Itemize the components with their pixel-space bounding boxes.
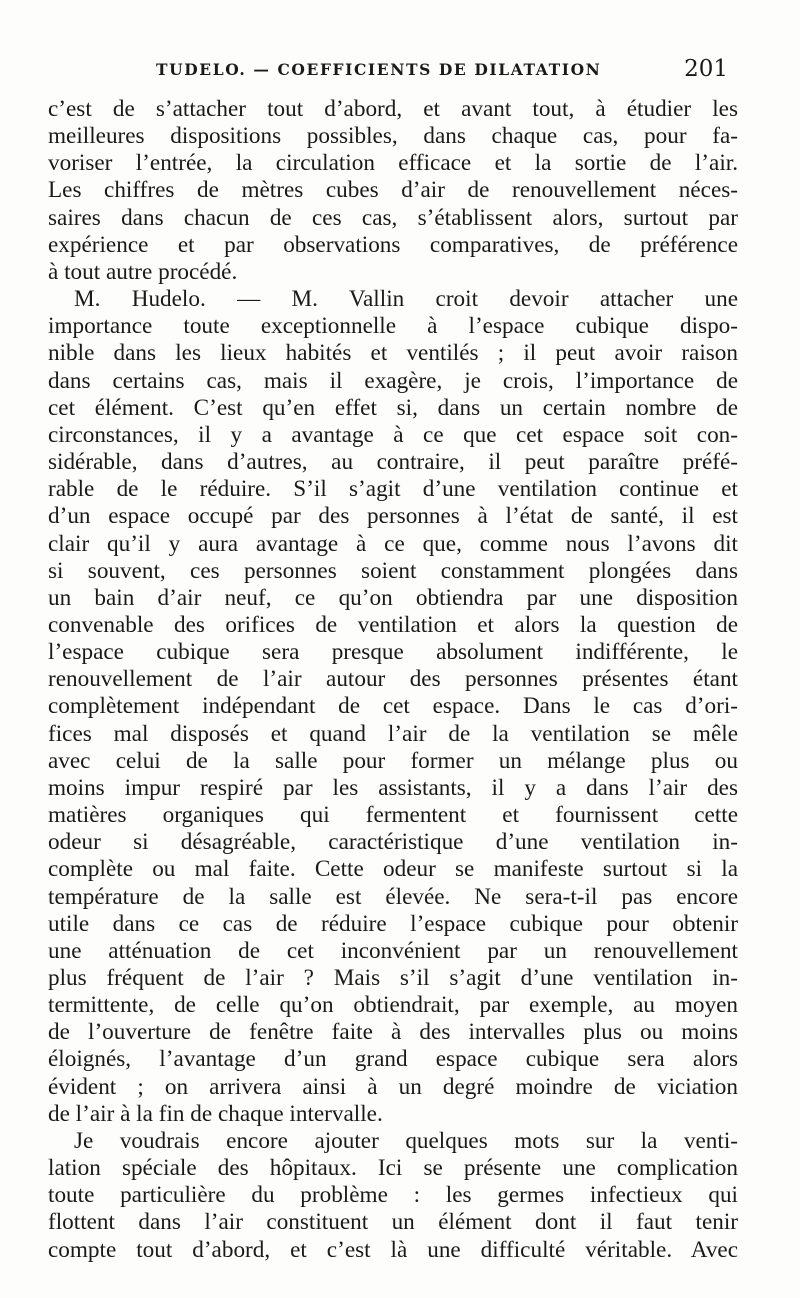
text-line: complète ou mal faite. Cette odeur se manifeste surtout si la: [48, 856, 738, 883]
text-line: Les chiffres de mètres cubes d’air de renouvellement néces-: [48, 177, 738, 204]
text-line: cet élément. C’est qu’en effet si, dans un certain nombre de: [48, 394, 738, 421]
text-line: fices mal disposés et quand l’air de la ventilation se mêle: [48, 720, 738, 747]
text-line: compte tout d’abord, et c’est là une difficulté véritable. Avec: [48, 1236, 738, 1263]
text-line: de l’air à la fin de chaque intervalle.: [48, 1100, 383, 1127]
text-line: clair qu’il y aura avantage à ce que, comme nous l’avons dit: [48, 530, 738, 557]
text-line: complètement indépendant de cet espace. Dans le cas d’ori-: [48, 693, 738, 720]
running-title: TUDELO. — COEFFICIENTS DE DILATATION: [156, 60, 602, 79]
text-line: à tout autre procédé.: [48, 258, 238, 285]
text-line: avec celui de la salle pour former un mélange plus ou: [48, 747, 738, 774]
text-line: lation spéciale des hôpitaux. Ici se présente une complication: [48, 1155, 738, 1182]
text-line: Je voudrais encore ajouter quelques mots sur la venti-: [74, 1127, 738, 1154]
text-line: un bain d’air neuf, ce qu’on obtiendra par une disposition: [48, 584, 738, 611]
text-line: si souvent, ces personnes soient constamment plongées dans: [48, 557, 738, 584]
text-line: termittente, de celle qu’on obtiendrait, par exemple, au moyen: [48, 992, 738, 1019]
text-line: de l’ouverture de fenêtre faite à des intervalles plus ou moins: [48, 1019, 738, 1046]
text-line: évident ; on arrivera ainsi à un degré moindre de viciation: [48, 1073, 738, 1100]
text-line: dans certains cas, mais il exagère, je crois, l’importance de: [48, 367, 738, 394]
text-line: importance toute exceptionnelle à l’espace cubique dispo-: [48, 313, 738, 340]
text-line: odeur si désagréable, caractéristique d’une ventilation in-: [48, 829, 738, 856]
text-line: saires dans chacun de ces cas, s’établissent alors, surtout par: [48, 204, 738, 231]
page-number: 201: [684, 56, 728, 82]
text-line: convenable des orifices de ventilation et alors la question de: [48, 611, 738, 638]
text-line: une atténuation de cet inconvénient par un renouvellement: [48, 937, 738, 964]
text-line: expérience et par observations comparatives, de préférence: [48, 231, 738, 258]
text-line: sidérable, dans d’autres, au contraire, il peut paraître préfé-: [48, 449, 738, 476]
text-line: renouvellement de l’air autour des personnes présentes étant: [48, 666, 738, 693]
text-line: nible dans les lieux habités et ventilés ; il peut avoir raison: [48, 340, 738, 367]
text-line: flottent dans l’air constituent un élément dont il faut tenir: [48, 1209, 738, 1236]
text-line: c’est de s’attacher tout d’abord, et avant tout, à étudier les: [48, 96, 738, 122]
text-line: meilleures dispositions possibles, dans chaque cas, pour fa-: [48, 123, 738, 150]
text-line: plus fréquent de l’air ? Mais s’il s’agit d’une ventilation in-: [48, 965, 738, 991]
text-line: rable de le réduire. S’il s’agit d’une ventilation continue et: [48, 476, 738, 503]
page-header: [48, 56, 738, 86]
text-line: utile dans ce cas de réduire l’espace cubique pour obtenir: [48, 910, 738, 937]
text-line: d’un espace occupé par des personnes à l’état de santé, il est: [48, 503, 738, 530]
text-line: éloignés, l’avantage d’un grand espace cubique sera alors: [48, 1046, 738, 1073]
text-line: l’espace cubique sera presque absolument indifférente, le: [48, 639, 738, 666]
text-line: voriser l’entrée, la circulation efficace et la sortie de l’air.: [48, 150, 738, 177]
text-line: température de la salle est élevée. Ne sera-t-il pas encore: [48, 883, 738, 910]
text-line: toute particulière du problème : les germes infectieux qui: [48, 1182, 738, 1209]
body-text: [48, 96, 738, 1264]
text-line: moins impur respiré par les assistants, il y a dans l’air des: [48, 774, 738, 801]
text-line: matières organiques qui fermentent et fournissent cette: [48, 802, 738, 829]
text-line: circonstances, il y a avantage à ce que cet espace soit con-: [48, 421, 738, 448]
text-line: M. Hudelo. — M. Vallin croit devoir attacher une: [74, 286, 738, 313]
